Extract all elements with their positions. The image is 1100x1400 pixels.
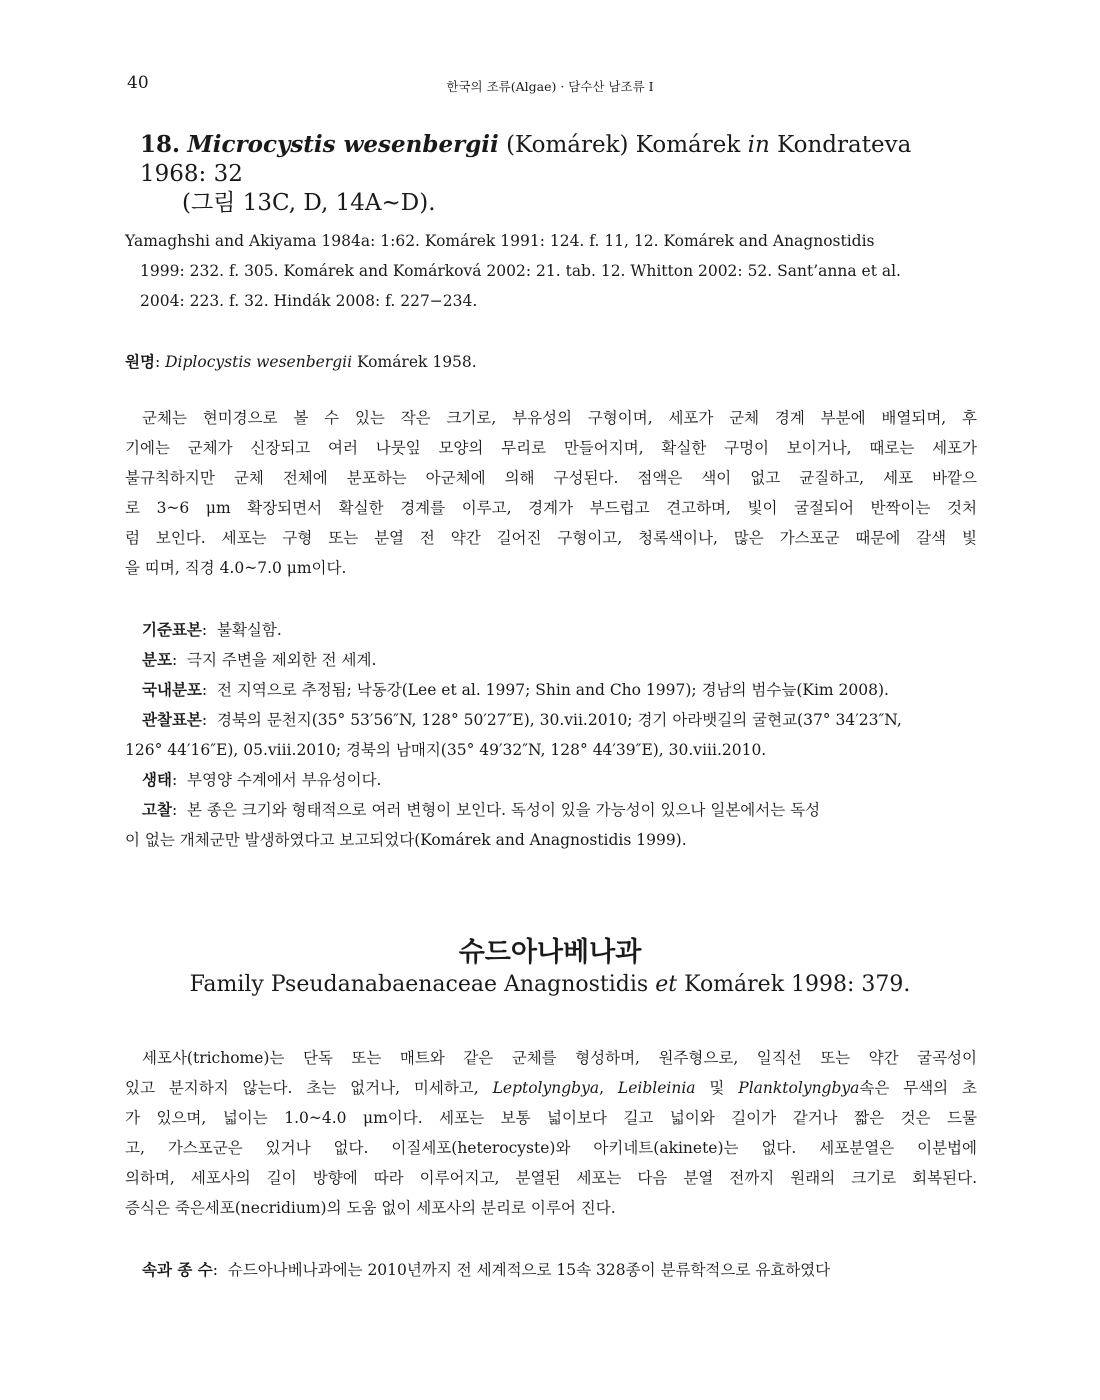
specimen-label: 관찰표본	[142, 711, 202, 729]
distribution-label: 분포	[142, 651, 172, 669]
family-title-english	[0, 972, 1100, 997]
korean-distribution: 국내분포: 전 지역으로 추정됨; 낙동강(Lee et al. 1997; Shin and Cho 1997); 경남의 범수늪(Kim 2008).	[142, 681, 889, 699]
basionym-authority: Komárek 1958.	[357, 353, 477, 371]
remarks-line: 이 없는 개체군만 발생하였다고 보고되었다(Komárek and Anagnostidis 1999).	[125, 831, 687, 849]
family-authority: Komárek 1998: 379.	[684, 972, 911, 997]
page-number: 40	[127, 73, 149, 93]
references	[125, 226, 977, 316]
korea-value: 전 지역으로 추정됨; 낙동강(Lee et al. 1997; Shin and Cho 1997); 경남의 범수늪(Kim 2008).	[216, 681, 889, 699]
genus-name: Leptolyngbya	[492, 1079, 600, 1097]
genus-name: Leibleinia	[617, 1079, 696, 1097]
description-line: 불규칙하지만 군체 전체에 분포하는 아군체에 의해 구성된다. 점액은 색이 없고 균질하고, 세포 바깥으	[125, 469, 977, 487]
remarks-line: 본 종은 크기와 형태적으로 여러 변형이 보인다. 독성이 있을 가능성이 있으나 일본에서는 독성	[187, 801, 821, 819]
family-description-line: 세포사(trichome)는 단독 또는 매트와 같은 군체를 형성하며, 원주형으로, 일직선 또는 약간 굴곡성이	[142, 1049, 977, 1067]
family-description-line: 있고 분지하지 않는다. 초는 없거나, 미세하고, Leptolyngbya, Leibleinia 및 Planktolyngbya속은 무색의 초	[125, 1079, 978, 1097]
basionym-name: Diplocystis wesenbergii	[165, 353, 353, 371]
family-description-line: 고, 가스포군은 있거나 없다. 이질세포(heterocyste)와 아키네트(akinete)는 없다. 세포분열은 이분법에	[125, 1139, 977, 1157]
count-value: 슈드아나베나과에는 2010년까지 전 세계적으로 15속 328종이 분류학적으로 유효하였다	[227, 1261, 831, 1279]
description-line: 을 띠며, 직경 4.0~7.0 μm이다.	[125, 559, 347, 577]
reference-line: 2004: 223. f. 32. Hindák 2008: f. 227−234.	[140, 292, 478, 310]
specimen-line: 126° 44′16″E), 05.viii.2010; 경북의 남매지(35° 49′32″N, 128° 44′39″E), 30.viii.2010.	[125, 741, 767, 759]
ecology-value: 부영양 수계에서 부유성이다.	[187, 771, 382, 789]
type-value: 불확실함.	[216, 621, 282, 639]
specimen-line: 경북의 문천지(35° 53′56″N, 128° 50′27″E), 30.vii.2010; 경기 아라뱃길의 굴현교(37° 34′23″N,	[216, 711, 902, 729]
count-label: 속과 종 수	[142, 1261, 213, 1279]
description-line: 기에는 군체가 신장되고 여러 나뭇잎 모양의 무리로 만들어지며, 확실한 구멍이 보이거나, 때로는 세포가	[125, 439, 977, 457]
family-description-line: 증식은 죽은세포(necridium)의 도움 없이 세포사의 분리로 이루어 진다.	[125, 1199, 616, 1217]
family-title-korean: 슈드아나베나과	[458, 937, 642, 968]
family-name: Family Pseudanabaenaceae Anagnostidis	[189, 972, 649, 997]
ecology: 생태: 부영양 수계에서 부유성이다.	[142, 771, 382, 789]
reference-line: Yamaghshi and Akiyama 1984a: 1:62. Komárek 1991: 124. f. 11, 12. Komárek and Anagnostidis	[125, 232, 875, 250]
species-description	[125, 403, 977, 583]
type-label: 기준표본	[142, 621, 202, 639]
genera-species-count: 속과 종 수: 슈드아나베나과에는 2010년까지 전 세계적으로 15속 328종이 분류학적으로 유효하였다	[142, 1261, 831, 1279]
description-line: 럼 보인다. 세포는 구형 또는 분열 전 약간 길어진 구형이고, 청록색이나, 많은 가스포군 때문에 갈색 빛	[125, 529, 977, 547]
reference-line: 1999: 232. f. 305. Komárek and Komárková 2002: 21. tab. 12. Whitton 2002: 52. Sant’anna et al.	[140, 262, 901, 280]
genus-name: Planktolyngbya	[738, 1079, 860, 1097]
species-heading	[140, 130, 980, 218]
distribution-value: 극지 주변을 제외한 전 세계.	[187, 651, 377, 669]
observed-specimens: 관찰표본: 경북의 문천지(35° 53′56″N, 128° 50′27″E), 30.vii.2010; 경기 아라뱃길의 굴현교(37° 34′23″N, 126° 44′16″E), 05.viii.2010; 경북의 남매지(35° 49′32″N, 128° 44′39″E), 30.viii.2010.	[125, 705, 977, 765]
basionym-label: 원명	[125, 353, 155, 371]
et-word: et	[655, 972, 678, 997]
in-word: in	[747, 132, 770, 158]
basionym: 원명: Diplocystis wesenbergii Komárek 1958.	[125, 353, 477, 371]
family-description-line: 의하며, 세포사의 길이 방향에 따라 이루어지고, 분열된 세포는 다음 분열 전까지 원래의 크기로 회복된다.	[125, 1169, 977, 1187]
type-specimen: 기준표본: 불확실함.	[142, 621, 282, 639]
species-number: 18.	[140, 131, 181, 158]
remarks-label: 고찰	[142, 801, 172, 819]
ecology-label: 생태	[142, 771, 172, 789]
running-header: 한국의 조류(Algae) · 담수산 남조류 I	[446, 79, 654, 94]
species-name: Microcystis wesenbergii	[187, 131, 499, 158]
species-figures: (그림 13C, D, 14A~D).	[182, 190, 436, 216]
korea-label: 국내분포	[142, 681, 202, 699]
species-authority-b: Kondrateva 1968: 32	[140, 132, 912, 187]
remarks: 고찰: 본 종은 크기와 형태적으로 여러 변형이 보인다. 독성이 있을 가능성이 있으나 일본에서는 독성 이 없는 개체군만 발생하였다고 보고되었다(Komárek and Anagnostidis 1999).	[125, 795, 977, 855]
family-description-line: 가 있으며, 넓이는 1.0~4.0 μm이다. 세포는 보통 넓이보다 길고 넓이와 길이가 같거나 짧은 것은 드물	[125, 1109, 977, 1127]
species-authority-a: (Komárek) Komárek	[506, 132, 741, 158]
description-line: 로 3~6 μm 확장되면서 확실한 경계를 이루고, 경계가 부드럽고 견고하며, 빛이 굴절되어 반짝이는 것처	[125, 499, 977, 517]
description-line: 군체는 현미경으로 볼 수 있는 작은 크기로, 부유성의 구형이며, 세포가 군체 경계 부분에 배열되며, 후	[142, 409, 977, 427]
family-description	[125, 1043, 977, 1223]
distribution: 분포: 극지 주변을 제외한 전 세계.	[142, 651, 377, 669]
